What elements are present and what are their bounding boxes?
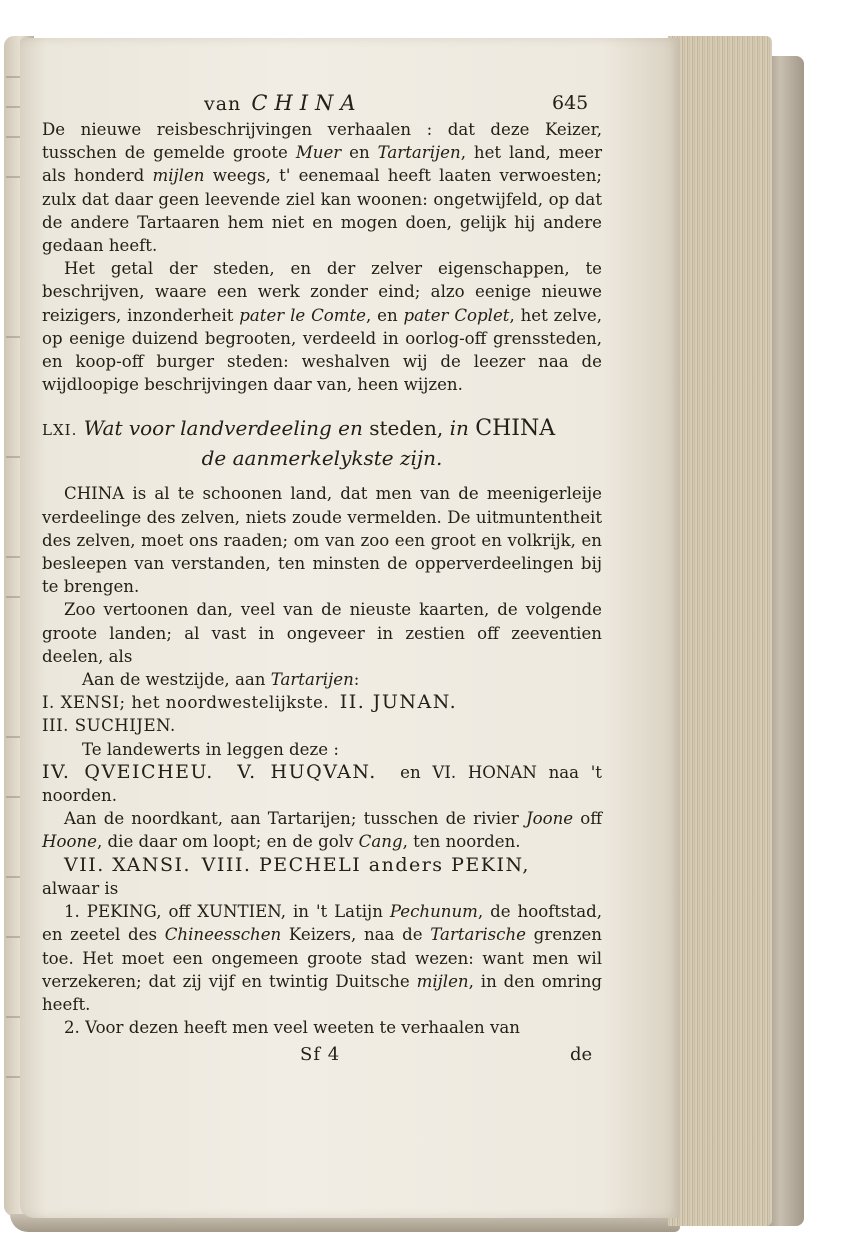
catchword: de <box>570 1044 593 1066</box>
section-number: LXI. <box>42 421 78 440</box>
running-head-prefix: van <box>204 93 242 115</box>
section-heading: LXI. Wat voor landverdeeling en steden, in CHINA de aanmerkelykste zijn. <box>42 414 602 472</box>
inland-intro: Te landewerts in leggen deze : <box>82 739 339 759</box>
open-book <box>4 36 804 1232</box>
paragraph-3: CHINA is al te schoonen land, dat men van de meenigerleije verdeelinge des zelven, niets zoude vermelden. De uitmuntentheit des zelven, moet ons raaden; om van zoo een groot en volkrijk, en besleepen van verstanden, ten minsten de opperverdeelingen bij te brengen. <box>42 484 602 597</box>
paragraph-4: Zoo vertoonen dan, veel van de nieuste kaarten, de volgende groote landen; al vast in ongeveer in zestien off zeeventien deelen, als <box>42 600 602 666</box>
section-title-line-2: de aanmerkelykste zijn. <box>201 446 443 471</box>
page-number: 645 <box>552 92 589 114</box>
signature-mark: Sf 4 <box>300 1044 341 1066</box>
paragraph-2: Het getal der steden, en der zelver eigenschappen, te beschrijven, waare een werk zonder eind; alzo eenige nieuwe reizigers, inzonderheit pater le Comte, en pater Coplet, het zelve, op eenige duizend begrooten, verdeeld in oorlog-off grenssteden, en koop-off burger steden: weshalven wij de leezer naa de wijdloopige beschrijvingen daar van, heen wijzen. <box>42 259 602 395</box>
running-head-title: CHINA <box>251 91 363 115</box>
north-side-intro: Aan de noordkant, aan Tartarijen; tusschen de rivier Joone off Hoone, die daar om loopt; en de golv Cang, ten noorden. <box>42 809 602 852</box>
page-text <box>42 92 602 1067</box>
last-line: 2. Voor dezen heeft men veel weeten te verhaalen van <box>64 1018 520 1038</box>
peking-paragraph: 1. PEKING, off XUNTIEN, in 't Latijn Pechunum, de hooftstad, en zeetel des Chineesschen Keizers, naa de Tartarische grenzen toe. Het moet een ongemeen groote stad wezen: want men wil verzekeren; dat zij vijf en twintig Duitsche mijlen, in den omring heeft. <box>42 902 603 1014</box>
paragraph-1: De nieuwe reisbeschrijvingen verhaalen : dat deze Keizer, tusschen de gemelde groote Muer en Tartarijen, het land, meer als honderd mijlen weegs, t' eenemaal heeft laaten verwoesten; zulx dat daar geen leevende ziel kan woonen: ongetwijfeld, op dat de andere Tartaaren hem niet en mogen doen, gelijk hij andere gedaan heeft. <box>42 120 603 256</box>
province-list-3: VII. XANSI. VIII. PECHELI anders PEKIN, alwaar is <box>42 853 530 898</box>
page-footer <box>42 1043 602 1067</box>
west-side-intro: Aan de westzijde, aan Tartarijen: <box>82 670 360 690</box>
province-list-1: I. XENSI; het noordwestelijkste. II. JUNAN. III. SUCHIJEN. <box>42 691 458 736</box>
province-list-2: IV. QVEICHEU. V. HUQVAN. en VI. HONAN naa 't noorden. <box>42 760 602 806</box>
page-block-fore-edge <box>668 36 772 1226</box>
running-head <box>44 92 602 118</box>
